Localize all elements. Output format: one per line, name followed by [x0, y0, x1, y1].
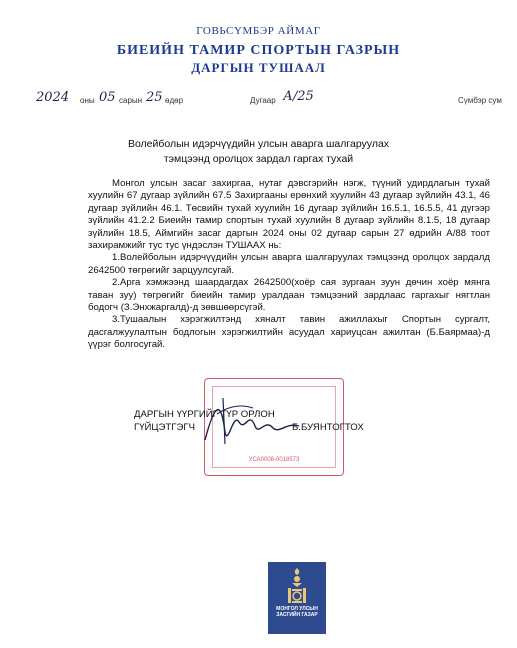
document-meta-row: [0, 90, 517, 110]
title-line-2: тэмцээнд оролцох зардал гаргах тухай: [163, 153, 354, 165]
order-title: [0, 137, 517, 167]
year-label: оны: [80, 96, 95, 105]
clause-2: 2.Арга хэмжээнд шаардагдах 2642500(хоёр сая зургаан зуун дөчин хоёр мянга таван зуу) төгрөгийг биеийн тамир уралдаан тэмцээний зардлаас гаргахыг нягтлан бодогч (З.Энхжаргалд)-д зөвшөөрсүгэй.: [88, 277, 490, 314]
order-body: [88, 178, 490, 352]
handwritten-month: 05: [99, 90, 116, 105]
header-document-type: ДАРГЫН ТУШААЛ: [191, 60, 326, 75]
handwritten-signature: [195, 392, 305, 452]
clause-3: 3.Тушаалын хэрэгжилтэнд хяналт тавин ажиллахыг Спортын сургалт, дасгалжуулалтын бодлогын хэрэгжилтийн асуудал хариуцсан ажилтан (Б.Баярмаа)-д үүрэг болгосугай.: [88, 314, 490, 351]
handwritten-number: А/25: [283, 89, 314, 104]
number-label: Дугаар: [250, 96, 276, 105]
signer-title-line-2: ГҮЙЦЭТГЭГЧ: [134, 422, 195, 433]
signer-title-line-1: ДАРГЫН ҮҮРГИЙГ ТҮР ОРЛОН: [134, 409, 275, 420]
signer-name: Б.БУЯНТОГТОХ: [292, 422, 364, 433]
header-aimag: ГОВЬСҮМБЭР АЙМАГ: [196, 25, 321, 37]
government-logo: [268, 562, 326, 634]
handwritten-year: 2024: [36, 90, 70, 105]
logo-text-line-2: ЗАСГИЙН ГАЗАР: [276, 612, 318, 618]
preamble-paragraph: Монгол улсын засаг захиргаа, нутаг дэвсгэрийн нэгж, түүний удирдлагын тухай хуулийн 67 дугаар зүйлийн 67.5 Захиргааны ерөнхий хуулийн 43 дугаар зүйлийн 43.1, 46 дугаар зүйлийн 46.1. Төсвийн тухай хуулийн 16 дугаар зүйлийн 16.5.1, 16.5.5, 41 дүгээр зүйлийн 41.2.2 Биеийн тамир спортын тухай хуулийн 8 дугаар зүйлийн 8.1.5, 18 дугаар зүйлийн 18.5, Аймгийн засаг даргын 2024 оны 02 дугаар сарын 27 өдрийн А/88 тоот захирамжийг тус тус үндэслэн ТУШААХ нь:: [88, 178, 490, 252]
header-organization: БИЕИЙН ТАМИР СПОРТЫН ГАЗРЫН: [116, 43, 401, 58]
clause-1: 1.Волейболын идэрчүүдийн улсын аварга шалгаруулах тэмцээнд оролцох зардалд 2642500 төгрөгийг зарцуулсугай.: [88, 252, 490, 276]
logo-text-line-1: МОНГОЛ УЛСЫН: [276, 606, 318, 612]
day-label: өдөр: [165, 96, 184, 105]
title-line-1: Волейболын идэрчүүдийн улсын аварга шалгаруулах: [127, 138, 390, 150]
stamp-number: УСА0008-0018573: [248, 457, 300, 463]
handwritten-day: 25: [146, 90, 163, 105]
place-label: Сүмбэр сум: [458, 96, 502, 105]
soyombo-icon: [285, 566, 309, 606]
month-label: сарын: [119, 96, 143, 105]
